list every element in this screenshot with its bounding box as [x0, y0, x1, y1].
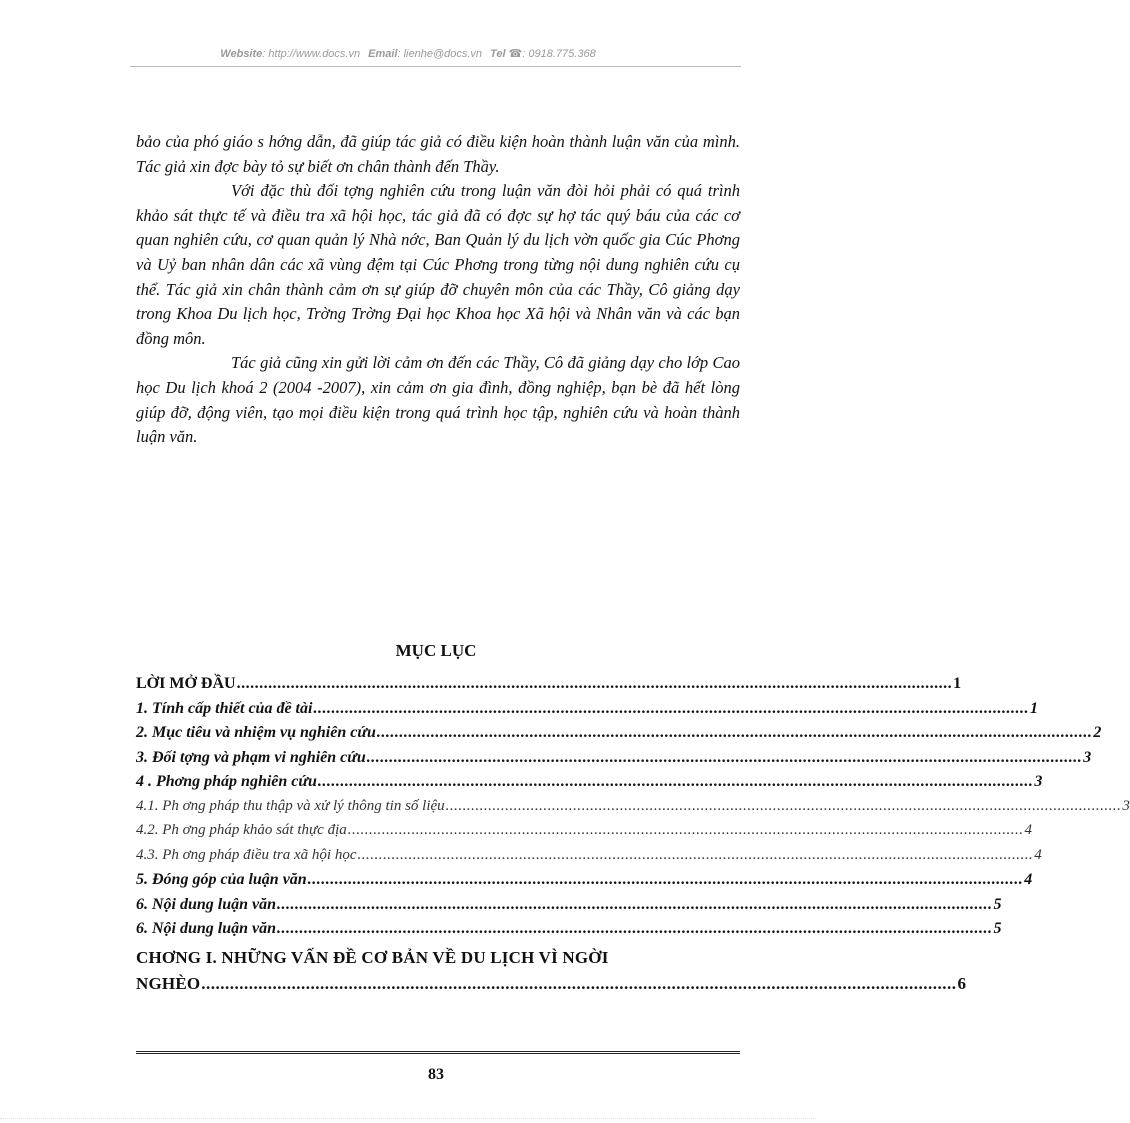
toc-title: MỤC LỤC [395, 641, 477, 660]
toc-entry-4-1[interactable] [136, 797, 1130, 823]
toc-entry-page: 4 [1024, 871, 1033, 888]
toc-dot-leader: ............................................................................................................................................................... [445, 797, 1122, 814]
paragraph-3: Tác giả cũng xin gửi lời cảm ơn đến các Thầy, Cô đã giảng dạy cho lớp Cao học Du lịch khoá 2 (2004 -2007), xin cảm ơn gia đình, đồng nghiệp, bạn bè đã hết lòng giúp đỡ, động viên, tạo mọi điều kiện trong quá trình học tập, nghiên cứu và hoàn thành luận văn. [136, 353, 740, 447]
toc-entry-page: 3 [1083, 748, 1092, 766]
toc-entry-label: 4.2. Ph ơng pháp khảo sát thực địa [136, 822, 347, 838]
toc-entry-2[interactable] [136, 724, 1102, 749]
email-label: Email [368, 48, 398, 60]
toc-entry-page: 5 [993, 920, 1002, 937]
toc-entry-chapter-1[interactable] [136, 945, 967, 997]
toc-entry-label: 1. Tính cấp thiết của đề tài [136, 699, 313, 717]
toc-entry-label: NGHÈO [136, 973, 201, 993]
email-value: : lienhe@docs.vn [397, 48, 483, 60]
toc-entry-5[interactable] [136, 871, 1033, 896]
toc-entry-page: 1 [953, 675, 962, 692]
tel-label: Tel [490, 48, 506, 60]
toc-chapter-continuation [136, 971, 967, 997]
toc-entry-4-2[interactable] [136, 822, 1033, 847]
paragraph-2: Với đặc thù đối tợng nghiên cứu trong luận văn đòi hỏi phải có quá trình khảo sát thực tế và điều tra xã hội học, tác giả đã có đợc sự hợ tác quý báu của các cơ quan nghiên cứu, cơ quan quản lý Nhà nớc, Ban Quản lý du lịch vờn quốc gia Cúc Phơng và Uỷ ban nhân dân các xã vùng đệm tại Cúc Phơng trong từng nội dung nghiên cứu cụ thể. Tác giả xin chân thành cảm ơn sự giúp đỡ chuyên môn của các Thầy, Cô giảng dạy trong Khoa Du lịch học, Trờng Trờng Đại học Khoa học Xã hội và Nhân văn và các bạn đồng môn. [136, 181, 740, 348]
toc-dot-leader: ............................................................................................................................................................... [317, 773, 1034, 790]
footer-rule [136, 1051, 740, 1056]
toc-dot-leader: ............................................................................................................................................................... [277, 920, 993, 937]
toc-dot-leader: ............................................................................................................................................................... [347, 822, 1024, 838]
toc-entry-page: 4 [1024, 822, 1033, 838]
toc-dot-leader: ............................................................................................................................................................... [201, 973, 957, 993]
toc-entry-4[interactable] [136, 773, 1043, 798]
toc-entry-6[interactable] [136, 895, 1002, 921]
toc-dot-leader: ............................................................................................................................................................... [307, 871, 1024, 888]
toc-dot-leader: ............................................................................................................................................................... [277, 895, 993, 913]
toc-entry-page: 6 [957, 973, 967, 993]
website-value: : http://www.docs.vn [262, 48, 361, 60]
toc-entry-page: 3 [1034, 773, 1043, 790]
toc-dot-leader: ............................................................................................................................................................... [236, 675, 953, 692]
toc-entry-4-3[interactable] [136, 846, 1042, 872]
toc-dot-leader: ............................................................................................................................................................... [376, 724, 1093, 741]
website-label: Website [220, 48, 263, 60]
phone-icon: ☎ [508, 48, 523, 60]
toc-entry-6-repeat[interactable] [136, 920, 1002, 945]
toc-chapter-title: CHƠNG I. NHỮNG VẤN ĐỀ CƠ BẢN VỀ DU LỊCH VÌ NGỜI [136, 947, 609, 967]
toc-entry-label: 6. Nội dung luận văn [136, 920, 277, 937]
toc-entry-label: 2. Mục tiêu và nhiệm vụ nghiên cứu [136, 724, 376, 741]
toc-entry-3[interactable] [136, 748, 1092, 774]
toc-dot-leader: ............................................................................................................................................................... [366, 748, 1083, 766]
toc-dot-leader: ............................................................................................................................................................... [313, 699, 1029, 717]
toc-entry-label: 5. Đóng góp của luận văn [136, 871, 307, 888]
toc-dot-leader: ............................................................................................................................................................... [357, 846, 1034, 863]
toc-entry-label: 3. Đối tợng và phạm vi nghiên cứu [136, 748, 366, 766]
toc-entry-label: 4 . Phơng pháp nghiên cứu [136, 773, 317, 790]
toc-entry-page: 3 [1122, 797, 1130, 814]
toc-entry-page: 1 [1029, 699, 1038, 717]
toc-entry-label: 4.1. Ph ơng pháp thu thập và xử lý thông tin số liệu [136, 797, 445, 814]
toc-entry-label: 6. Nội dung luận văn [136, 895, 277, 913]
toc-entry-1[interactable] [136, 699, 1038, 725]
table-of-contents [136, 675, 1130, 997]
toc-entry-page: 5 [993, 895, 1002, 913]
toc-entry-page: 2 [1093, 724, 1102, 741]
paragraph-1: bảo của phó giáo s hớng dẫn, đã giúp tác giả có điều kiện hoàn thành luận văn của mình. Tác giả xin đợc bày tỏ sự biết ơn chân thành đến Thầy. [136, 132, 740, 176]
page-bottom-border [0, 1118, 816, 1119]
toc-entry-label: 4.3. Ph ơng pháp điều tra xã hội học [136, 846, 357, 863]
toc-entry-label: LỜI MỞ ĐẦU [136, 675, 236, 692]
header-rule [130, 66, 741, 67]
acknowledgement-text [136, 130, 740, 450]
page-header [0, 47, 816, 60]
toc-entry-intro[interactable] [136, 675, 962, 700]
tel-value: : 0918.775.368 [522, 48, 596, 60]
toc-entry-page: 4 [1034, 846, 1042, 863]
page-number: 83 [428, 1066, 444, 1083]
